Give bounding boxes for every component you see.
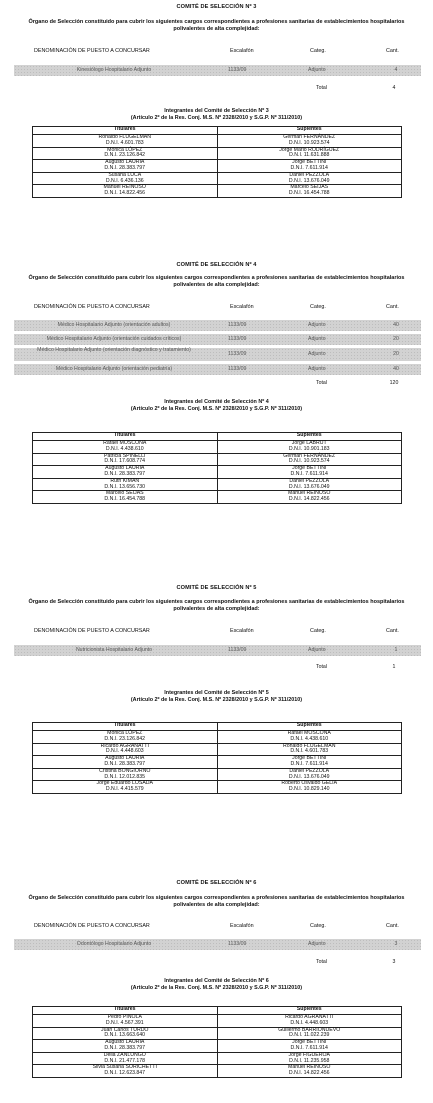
titular-dni: D.N.I. 4.448.603 [105,748,144,755]
titular-name: Augusto LAURIA [105,1039,145,1046]
member-row [33,160,402,173]
suplente-name: Ricardo AGRANATTI [285,1014,334,1020]
position-cant: 3 [394,941,398,947]
titular-name: Cristina BONGIORNO [99,767,151,774]
suplente-cell [217,135,402,148]
titular-name: Silvia Susana SORICHETTI [92,1064,157,1071]
titular-name: Jorge Eduardo LOSADA [96,780,154,787]
suplente-dni: D.N.I. 10.901.183 [288,445,330,452]
header-escalafon: Escalafón [230,628,254,634]
position-name: Odontólogo Hospitalario Adjunto [76,941,152,947]
titular-dni: D.N.I. 23.126.842 [104,152,146,159]
member-row [33,731,402,744]
titular-dni: D.N.I. 13.656.730 [104,483,146,490]
members-table [32,1006,402,1078]
titular-dni: D.N.I. 16.454.788 [104,496,146,503]
committee-title: COMITÉ DE SELECCIÓN Nº 3 [176,4,257,10]
suplente-name: Marcelo SEIJAS [290,184,329,191]
suplente-name: Rafael MOSCONA [287,730,331,736]
titular-cell [33,1052,218,1065]
member-row [33,781,402,794]
suplente-name: Manuel REINOSO [288,1064,331,1071]
titular-dni: D.N.I. 4.438.610 [105,445,144,452]
position-cant: 40 [393,366,399,372]
suplente-cell [217,768,402,781]
member-row [33,466,402,479]
titular-dni: D.N.I. 28.383.797 [104,1044,146,1051]
suplente-dni: D.N.I. 16.454.788 [288,190,330,197]
position-cant: 20 [393,336,399,342]
titular-name: Manuel REINOSO [103,184,146,191]
total-label: Total [316,959,327,965]
suplente-cell [217,1027,402,1040]
member-row [33,743,402,756]
members-subtitle: (Artículo 2º de la Res. Conj. M.S. Nº 2328/2010 y S.G.P. Nº 311/2010) [130,115,303,121]
committee-title: COMITÉ DE SELECCIÓN Nº 6 [176,880,257,886]
titular-dni: D.N.I. 13.663.640 [104,1032,146,1039]
suplente-name: Jorge BETTINI [292,159,327,166]
titular-dni: D.N.I. 23.126.842 [104,735,146,742]
titular-name: Ruth KIMAN [110,477,140,484]
position-escalafon: 1133/09 [228,322,247,328]
position-name: Médico Hospitalario Adjunto (orientación adultos) [57,322,171,328]
committee-intro: Órgano de Selección constituido para cubrir los siguientes cargos correspondientes a profesiones sanitarias de establecimientos hospitalarios polivalentes de alta complejidad: [28,599,405,612]
total-value: 120 [389,380,399,386]
position-cant: 20 [393,351,399,357]
titular-name: Pedro PINOLA [107,1014,142,1020]
position-categ: Adjunto [308,366,326,372]
titular-dni: D.N.I. 28.383.797 [104,760,146,767]
members-header-row [33,723,402,731]
header-escalafon: Escalafón [230,48,254,54]
header-cant: Cant. [386,628,399,634]
suplente-dni: D.N.I. 7.611.914 [290,1044,328,1051]
titular-cell [33,731,218,744]
position-name: Médico Hospitalario Adjunto (orientación cuidados críticos) [46,336,182,342]
members-subtitle: (Artículo 2º de la Res. Conj. M.S. Nº 2328/2010 y S.G.P. Nº 311/2010) [130,406,303,412]
header-cant: Cant. [386,48,399,54]
committee-intro: Órgano de Selección constituido para cubrir los siguientes cargos correspondientes a profesiones sanitarias de establecimientos hospitalarios polivalentes de alta complejidad: [28,275,405,288]
position-name: Médico Hospitalario Adjunto (orientación diagnóstico y tratamiento) [37,347,191,353]
total-value: 4 [392,85,396,91]
position-categ: Adjunto [308,67,326,73]
titulares-header: Titulares [33,127,218,135]
member-row [33,135,402,148]
total-value: 3 [392,959,396,965]
member-row [33,147,402,160]
titular-dni: D.N.I. 12.012.835 [104,773,146,780]
suplente-name: Jorge LABRUT [291,440,327,446]
titular-cell [33,1015,218,1028]
position-row [14,364,421,375]
suplente-dni: D.N.I. 7.611.914 [290,164,328,171]
header-position: DENOMINACIÓN DE PUESTO A CONCURSAR [34,48,150,54]
members-table [32,126,402,198]
suplente-name: Germán FERNÁNDEZ [283,134,336,140]
suplente-dni: D.N.I. 10.923.574 [288,458,330,465]
committee-intro: Órgano de Selección constituido para cubrir los siguientes cargos correspondientes a profesiones sanitarias de establecimientos hospitalarios polivalentes de alta complejidad: [28,19,405,32]
suplente-cell [217,781,402,794]
suplente-dni: D.N.I. 10.923.574 [288,139,330,146]
titulares-header: Titulares [33,723,218,731]
titular-dni: D.N.I. 14.822.456 [104,190,146,197]
position-escalafon: 1133/09 [228,647,247,653]
position-escalafon: 1133/09 [228,366,247,372]
titular-name: Marcelo SEIJAS [105,490,144,497]
position-cant: 4 [394,67,398,73]
header-categ: Categ. [310,628,326,634]
titular-name: Mónica LÓPEZ [107,146,143,153]
titular-name: Augusto LAURIA [105,159,145,166]
suplente-cell [217,491,402,504]
suplente-dni: D.N.I. 11.631.888 [289,152,330,159]
members-table [32,722,402,794]
committee-intro: Órgano de Selección constituido para cubrir los siguientes cargos correspondientes a profesiones sanitarias de establecimientos hospitalarios polivalentes de alta complejidad: [28,895,405,908]
header-categ: Categ. [310,923,326,929]
titular-cell [33,466,218,479]
total-value: 1 [392,664,396,670]
titular-dni: D.N.I. 4.415.579 [105,786,144,793]
titular-name: Ronaldo FLUGELMAN [98,134,151,140]
suplente-dni: D.N.I. 11.022.239 [289,1032,330,1039]
titular-name: Augusto LAURIA [105,465,145,472]
position-row [14,334,421,345]
position-name: Kinesiólogo Hospitalario Adjunto [76,67,152,73]
position-categ: Adjunto [308,647,326,653]
member-row [33,768,402,781]
titular-cell [33,1027,218,1040]
titulares-header: Titulares [33,1007,218,1015]
position-categ: Adjunto [308,336,326,342]
titular-dni: D.N.I. 28.383.797 [104,470,146,477]
suplente-cell [217,147,402,160]
suplente-name: Daniel PEZZOLA [289,767,330,774]
suplente-cell [217,453,402,466]
member-row [33,185,402,198]
titular-cell [33,160,218,173]
members-header-row [33,1007,402,1015]
suplente-dni: D.N.I. 13.676.049 [288,177,330,184]
members-title: Integrantes del Comité de Selección Nº 4 [164,399,269,405]
suplente-cell [217,743,402,756]
suplente-cell [217,478,402,491]
member-row [33,172,402,185]
suplente-name: Roberto Osvaldo GELIA [281,780,338,787]
suplentes-header: Suplentes [217,433,402,441]
position-row [14,320,421,331]
suplente-name: Jorge Mario RODRÍGUEZ [279,146,340,153]
suplente-dni: D.N.I. 4.601.783 [290,748,329,755]
member-row [33,441,402,454]
titular-name: Juan Carlos TURDO [101,1026,149,1033]
header-cant: Cant. [386,923,399,929]
members-title: Integrantes del Comité de Selección Nº 6 [164,978,269,984]
titular-dni: D.N.I. 28.383.797 [104,164,146,171]
titular-cell [33,441,218,454]
titular-cell [33,478,218,491]
position-name: Médico Hospitalario Adjunto (orientación pediatría) [55,366,173,372]
suplente-dni: D.N.I. 7.611.914 [290,470,328,477]
members-title: Integrantes del Comité de Selección Nº 3 [164,108,269,114]
titular-name: Susana LUCA [108,171,142,178]
members-title: Integrantes del Comité de Selección Nº 5 [164,690,269,696]
header-position: DENOMINACIÓN DE PUESTO A CONCURSAR [34,923,150,929]
total-label: Total [316,85,327,91]
header-escalafon: Escalafón [230,923,254,929]
header-position: DENOMINACIÓN DE PUESTO A CONCURSAR [34,628,150,634]
position-row [14,65,421,76]
titular-cell [33,768,218,781]
members-header-row [33,127,402,135]
suplentes-header: Suplentes [217,723,402,731]
suplente-cell [217,160,402,173]
titular-dni: D.N.I. 4.567.391 [105,1019,144,1026]
suplente-dni: D.N.I. 14.822.456 [288,1070,330,1077]
member-row [33,1065,402,1078]
titular-cell [33,1040,218,1053]
position-escalafon: 1133/09 [228,336,247,342]
members-table [32,432,402,504]
member-row [33,478,402,491]
suplente-cell [217,466,402,479]
titular-name: Mónica LÓPEZ [107,730,143,736]
committee-title: COMITÉ DE SELECCIÓN Nº 5 [176,585,257,591]
suplente-dni: D.N.I. 13.676.049 [288,773,330,780]
suplentes-header: Suplentes [217,127,402,135]
suplente-dni: D.N.I. 11.235.958 [289,1057,330,1064]
titular-name: Patricia SPINELLI [103,452,146,459]
member-row [33,756,402,769]
members-subtitle: (Artículo 2º de la Res. Conj. M.S. Nº 2328/2010 y S.G.P. Nº 311/2010) [130,697,303,703]
suplente-dni: D.N.I. 7.611.914 [290,760,328,767]
titular-dni: D.N.I. 17.608.774 [104,458,146,465]
titular-name: Ricardo AGRANATTI [100,742,149,749]
titular-dni: D.N.I. 21.477.178 [104,1057,146,1064]
member-row [33,491,402,504]
suplente-dni: D.N.I. 4.438.610 [290,735,329,742]
total-label: Total [316,664,327,670]
suplente-dni: D.N.I. 14.822.456 [288,496,330,503]
titular-cell [33,185,218,198]
position-row [14,348,421,361]
position-categ: Adjunto [308,941,326,947]
titular-name: Delia ZANLUNGO [103,1051,146,1058]
suplente-dni: D.N.I. 4.448.603 [290,1019,329,1026]
titular-dni: D.N.I. 12.623.847 [104,1070,146,1077]
suplente-name: Manuel REINOSO [288,490,331,497]
position-cant: 1 [394,647,398,653]
suplente-name: Jorge BETTINI [292,1039,327,1046]
titular-cell [33,147,218,160]
suplente-cell [217,441,402,454]
suplente-cell [217,172,402,185]
members-header-row [33,433,402,441]
suplente-name: Jorge BETTINI [292,465,327,472]
suplente-cell [217,1065,402,1078]
titular-name: Rafael MOSCONA [103,440,147,446]
suplente-name: Germán FERNÁNDEZ [283,452,336,459]
committee-title: COMITÉ DE SELECCIÓN Nº 4 [176,262,257,268]
titular-dni: D.N.I. 6.436.136 [105,177,144,184]
suplente-dni: D.N.I. 13.676.049 [288,483,330,490]
position-row [14,645,421,656]
header-categ: Categ. [310,48,326,54]
titulares-header: Titulares [33,433,218,441]
member-row [33,1027,402,1040]
suplente-cell [217,1052,402,1065]
titular-dni: D.N.I. 4.601.783 [105,139,144,146]
member-row [33,1015,402,1028]
suplente-cell [217,1040,402,1053]
titular-name: Augusto LAURIA [105,755,145,762]
suplente-name: Jorge FIGUEROA [288,1051,330,1058]
member-row [33,1040,402,1053]
titular-cell [33,1065,218,1078]
titular-cell [33,756,218,769]
titular-cell [33,453,218,466]
position-cant: 40 [393,322,399,328]
suplente-dni: D.N.I. 10.829.140 [288,786,330,793]
suplente-name: Daniel PEZZOLA [289,171,330,178]
suplente-name: Daniel PEZZOLA [289,477,330,484]
titular-cell [33,135,218,148]
suplente-cell [217,731,402,744]
titular-cell [33,491,218,504]
position-name: Nutricionista Hospitalario Adjunto [75,647,153,653]
header-categ: Categ. [310,304,326,310]
titular-cell [33,781,218,794]
suplente-cell [217,756,402,769]
position-row [14,939,421,950]
suplente-name: Guillermo BARRIONUEVO [278,1026,341,1033]
titular-cell [33,172,218,185]
position-escalafon: 1133/09 [228,351,247,357]
suplente-name: Ronaldo FLUGELMAN [283,742,336,749]
suplente-name: Jorge BETTINI [292,755,327,762]
member-row [33,453,402,466]
member-row [33,1052,402,1065]
position-categ: Adjunto [308,351,326,357]
header-escalafon: Escalafón [230,304,254,310]
suplentes-header: Suplentes [217,1007,402,1015]
total-label: Total [316,380,327,386]
header-position: DENOMINACIÓN DE PUESTO A CONCURSAR [34,304,150,310]
suplente-cell [217,185,402,198]
position-categ: Adjunto [308,322,326,328]
members-subtitle: (Artículo 2º de la Res. Conj. M.S. Nº 2328/2010 y S.G.P. Nº 311/2010) [130,985,303,991]
titular-cell [33,743,218,756]
suplente-cell [217,1015,402,1028]
position-escalafon: 1133/09 [228,67,247,73]
position-escalafon: 1133/09 [228,941,247,947]
header-cant: Cant. [386,304,399,310]
